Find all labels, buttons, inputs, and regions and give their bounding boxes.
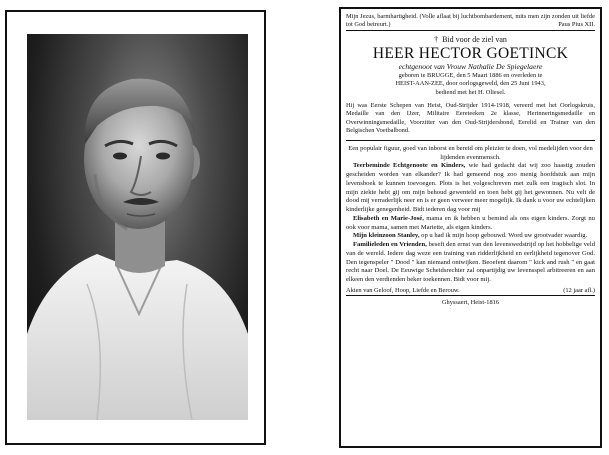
indulgence-text: (12 jaar afl.) [563, 286, 595, 294]
divider [346, 140, 595, 141]
divider [346, 30, 595, 31]
paragraph-tribute: Een populair figuur, goed van inborst en bereid om pleizier te doen, vol medelijden voor den lijdenden evenmensch. [348, 144, 593, 161]
farewell-text [346, 145, 595, 285]
dates-block [346, 72, 595, 98]
portrait-photo [27, 34, 248, 420]
deceased-name: HEER HECTOR GOETINCK [372, 44, 569, 62]
acts-text: Akten van Geloof, Hoop, Liefde en Berouw. [346, 286, 460, 294]
dates-line-3: bediend met het H. Oliesel. [435, 89, 506, 96]
paragraph-lead: Familieleden en Vrienden, [353, 241, 427, 249]
dates-line-1: geboren te BRUGGE, den 5 Maart 1886 en overleden te [398, 71, 543, 79]
prayer-text: Mijn Jezus, barmhartigheid. (Volle aflaat bij luchtbombardement, mits men zijn zonden uit liefde tot God betreurt.) [346, 13, 595, 29]
paragraph-daughters [346, 215, 595, 233]
paragraph-body: beseft den ernst van den levenswedstrijd op het hobbelige veld van de wereld. Iedere dag weze een training van ridderlijkheid en eerlijkheid tegenover God. Den tegenspeler " Dood " kan niemand ontwijken. Beoefent daarom " kick and rush " en gaat recht naar Doel. De Eeuwige Scheidsrechter zal onpartijdig uw levensspel arbitreeren en aan elkeen den verdienden beker toekennen. Bidt voor mij. [346, 241, 595, 284]
paragraph-body: op u had ik mijn hoop gebouwd. Word uw grootvader waardig. [419, 232, 588, 240]
intro-text: Bid voor de ziel van [442, 34, 507, 44]
paragraph-family [346, 162, 595, 215]
portrait-card [5, 10, 266, 445]
prayer-block [346, 13, 595, 30]
cross-icon: † [434, 34, 439, 44]
paragraph-lead: Elisabeth en Marie-José, [353, 214, 424, 222]
prayer-attribution: Paus Pius XII. [558, 21, 595, 29]
biography: Hij was Eerste Schepen van Heist, Oud-Strijder 1914-1918, vereerd met het Oorlogskruis, Medaille van den IJzer, Militaire Eereteeken 2e klasse, Herinneringsmedaille en Overwinningsmedaille, Voorzitter van den Oud-Strijdersbond, Eerelid en Trainer van den Belgischen Voetbalbond. [346, 101, 595, 135]
paragraph-body: mama en ik hebben u bemind als ons eigen kinders. Zorgt nu ook voor mama, samen met Mariette, als eigen kinders. [346, 214, 595, 231]
intro-line [346, 34, 595, 45]
portrait-illustration [27, 34, 248, 420]
paragraph-friends [346, 241, 595, 285]
spouse-line: echtgenoot van Vrouw Nathalie De Spiegelaere [398, 61, 543, 71]
closing-line [346, 286, 595, 295]
dates-line-2: HEIST-AAN-ZEE, door oorlogsgeweld, den 25 Juni 1943, [395, 80, 546, 88]
paragraph-grandson [346, 232, 595, 241]
paragraph-lead: Mijn kleinzoon Stanley, [353, 232, 420, 240]
divider [346, 295, 595, 296]
printer-credit: Ghyssaert, Heist-1816 [441, 298, 500, 306]
paragraph-body: wie had gedacht dat wij zoo haastig zouden gescheiden worden van elkander? Ik had gemeend nog zoo menig hoofdstuk aan mijn levensboek te kunnen toevoegen. Plots is het volgeschreven met zulk een tragisch slot. In mijn ziekte hebt gij om mijn behoud gewenteld en toen hebt gij het gewonnen. Nu velt de dood mij verraderlijk neer en is er geen verweer meer mogelijk. Ik dank u voor uw echtelijken kinderlijke genegenheid. Bidt iederen dag voor mij [346, 162, 595, 214]
memorial-card [339, 7, 602, 448]
paragraph-lead: Teerbeminde Echtgenoote en Kinders, [353, 162, 466, 170]
